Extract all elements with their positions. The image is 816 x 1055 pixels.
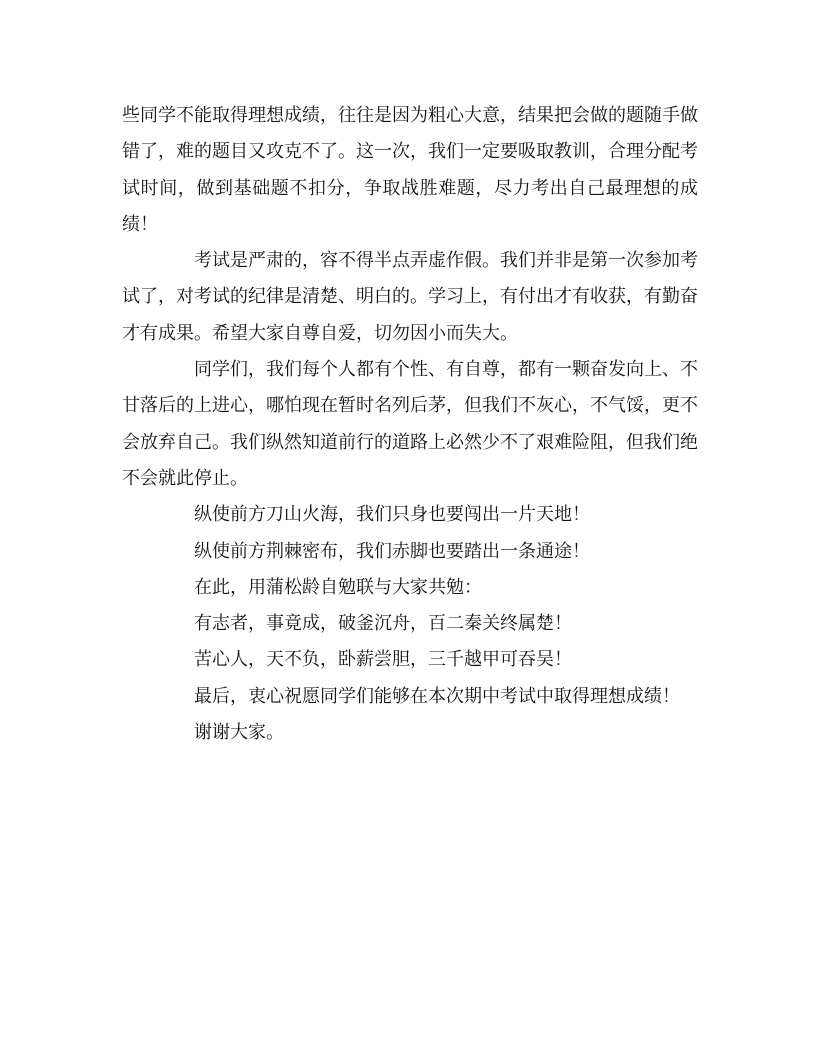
line-couplet-first: 有志者，事竟成，破釜沉舟，百二秦关终属楚！	[194, 613, 572, 635]
line-couplet-second: 苦心人，天不负，卧薪尝胆，三千越甲可吞吴！	[194, 649, 572, 671]
line-couplet-intro: 在此，用蒲松龄自勉联与大家共勉：	[194, 576, 482, 598]
line-closing-wish: 最后，衷心祝愿同学们能够在本次期中考试中取得理想成绩！	[194, 685, 680, 707]
paragraph-continued: 些同学不能取得理想成绩，往往是因为粗心大意，结果把会做的题随手做错了，难的题目又攻克不了。这一次，我们一定要吸取教训，合理分配考试时间，做到基础题不扣分，争取战胜难题，尽力考出自己最理想的成绩！	[122, 105, 698, 235]
line-thanks: 谢谢大家。	[194, 722, 284, 744]
line-mountains: 纵使前方刀山火海，我们只身也要闯出一片天地！	[194, 504, 590, 526]
paragraph-encouragement: 同学们，我们每个人都有个性、有自尊，都有一颗奋发向上、不甘落后的上进心，哪怕现在暂时名列后茅，但我们不灰心，不气馁，更不会放弃自己。我们纵然知道前行的道路上必然少不了艰难险阻，但我们绝不会就此停止。	[122, 359, 698, 489]
line-thorns: 纵使前方荆棘密布，我们赤脚也要踏出一条通途！	[194, 540, 590, 562]
document-body	[122, 98, 698, 751]
paragraph-exam-discipline: 考试是严肃的，容不得半点弄虚作假。我们并非是第一次参加考试了，对考试的纪律是清楚、明白的。学习上，有付出才有收获，有勤奋才有成果。希望大家自尊自爱，切勿因小而失大。	[122, 250, 698, 344]
